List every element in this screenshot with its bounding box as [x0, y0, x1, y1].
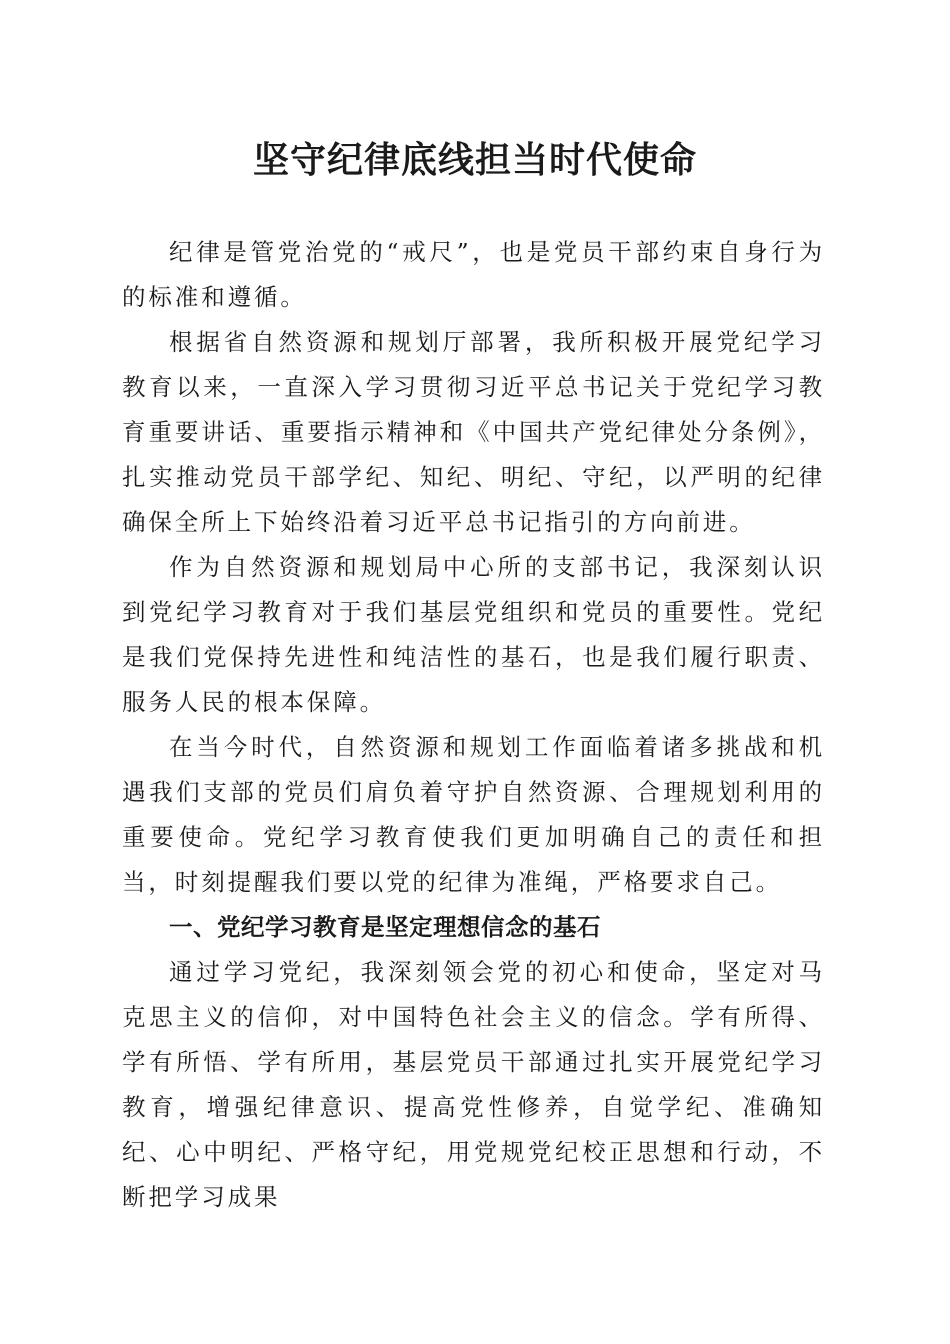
paragraph-section-one: 通过学习党纪，我深刻领会党的初心和使命，坚定对马克思主义的信仰，对中国特色社会主义的信念。学有所得、学有所悟、学有所用，基层党员干部通过扎实开展党纪学习教育，增强纪律意识、提高党性修养，自觉学纪、准确知纪、心中明纪、严格守纪，用党规党纪校正思想和行动，不断把学习成果 [122, 958, 825, 1211]
section-heading: 一、党纪学习教育是坚定理想信念的基石 [169, 913, 601, 941]
document-body [122, 230, 825, 1220]
paragraph-intro: 纪律是管党治党的“戒尺”，也是党员干部约束自身行为的标准和遵循。 [122, 238, 825, 311]
document-title: 坚守纪律底线担当时代使命 [252, 139, 697, 181]
paragraph-challenges: 在当今时代，自然资源和规划工作面临着诸多挑战和机遇我们支部的党员们肩负着守护自然资源、合理规划利用的重要使命。党纪学习教育使我们更加明确自己的责任和担当，时刻提醒我们要以党的纪律为准绳，严格要求自己。 [122, 733, 825, 896]
paragraph-branch-secretary: 作为自然资源和规划局中心所的支部书记，我深刻认识到党纪学习教育对于我们基层党组织和党员的重要性。党纪是我们党保持先进性和纯洁性的基石，也是我们履行职责、服务人民的根本保障。 [122, 553, 825, 716]
paragraph-deployment: 根据省自然资源和规划厅部署，我所积极开展党纪学习教育以来，一直深入学习贯彻习近平总书记关于党纪学习教育重要讲话、重要指示精神和《中国共产党纪律处分条例》，扎实推动党员干部学纪、知纪、明纪、守纪，以严明的纪律确保全所上下始终沿着习近平总书记指引的方向前进。 [122, 328, 825, 536]
